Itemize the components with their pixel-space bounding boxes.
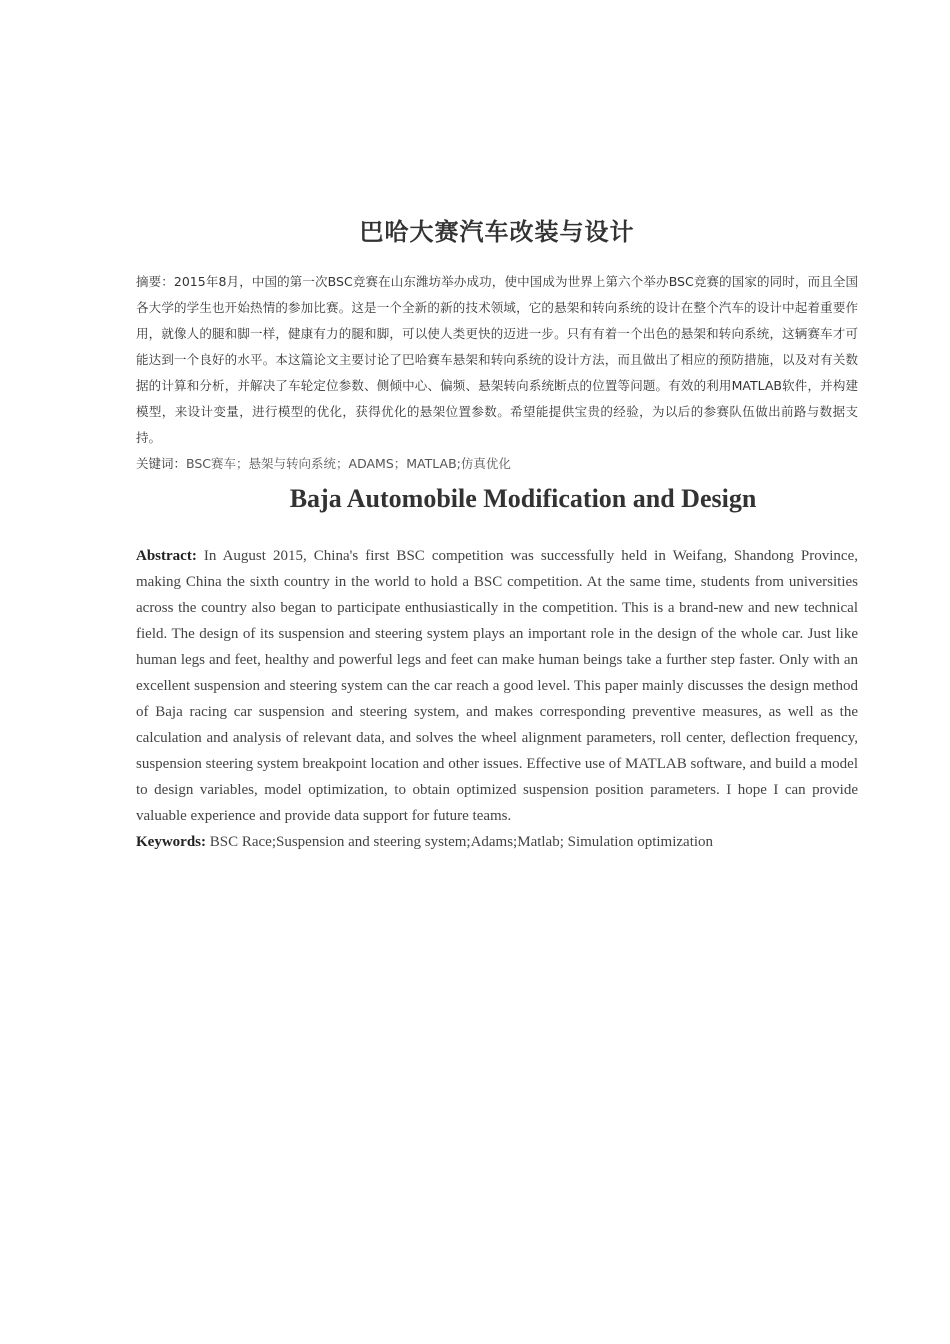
chinese-abstract — [136, 269, 858, 451]
chinese-keywords-label: 关键词： — [136, 456, 187, 471]
english-abstract-text: In August 2015, China's first BSC competition was successfully held in Weifang, Shandong Province, making China the sixth country in the world to hold a BSC competition. At the same time, students from universities across the country also began to participate enthusiastically in the competition. This is a brand-new and new technical field. The design of its suspension and steering system plays an important role in the design of the whole car. Just like human legs and feet, healthy and powerful legs and feet can make human beings take a further step faster. Only with an excellent suspension and steering system can the car reach a good level. This paper mainly discusses the design method of Baja racing car suspension and steering system, and makes corresponding preventive measures, as well as the calculation and analysis of relevant data, and solves the wheel alignment parameters, roll center, deflection frequency, suspension steering system breakpoint location and other issues. Effective use of MATLAB software, and build a model to design variables, model optimization, to obtain optimized suspension position parameters. I hope I can provide valuable experience and provide data support for future teams. — [136, 548, 858, 824]
chinese-abstract-text: 2015年8月，中国的第一次BSC竞赛在山东潍坊举办成功，使中国成为世界上第六个举办BSC竞赛的国家的同时，而且全国各大学的学生也开始热情的参加比赛。这是一个全新的新的技术领域，它的悬架和转向系统的设计在整个汽车的设计中起着重要作用，就像人的腿和脚一样，健康有力的腿和脚，可以使人类更快的迈进一步。只有有着一个出色的悬架和转向系统，这辆赛车才可能达到一个良好的水平。本这篇论文主要讨论了巴哈赛车悬架和转向系统的设计方法，而且做出了相应的预防措施，以及对有关数据的计算和分析，并解决了车轮定位参数、侧倾中心、偏频、悬架转向系统断点的位置等问题。有效的利用MATLAB软件，并构建模型，来设计变量，进行模型的优化，获得优化的悬架位置参数。希望能提供宝贵的经验，为以后的参赛队伍做出前路与数据支持。 — [136, 274, 858, 445]
english-keywords-value: BSC Race;Suspension and steering system;Adams;Matlab; Simulation optimization — [206, 834, 714, 850]
chinese-title: 巴哈大赛汽车改装与设计 — [359, 218, 635, 246]
english-keywords — [136, 829, 858, 855]
chinese-abstract-label: 摘要： — [136, 274, 174, 289]
chinese-keywords-value: BSC赛车；悬架与转向系统；ADAMS；MATLAB;仿真优化 — [186, 456, 511, 471]
english-title: Baja Automobile Modification and Design — [289, 484, 757, 513]
chinese-keywords — [136, 451, 858, 477]
english-abstract-label: Abstract: — [136, 548, 197, 564]
english-abstract — [136, 543, 858, 829]
english-keywords-label: Keywords: — [136, 834, 206, 850]
